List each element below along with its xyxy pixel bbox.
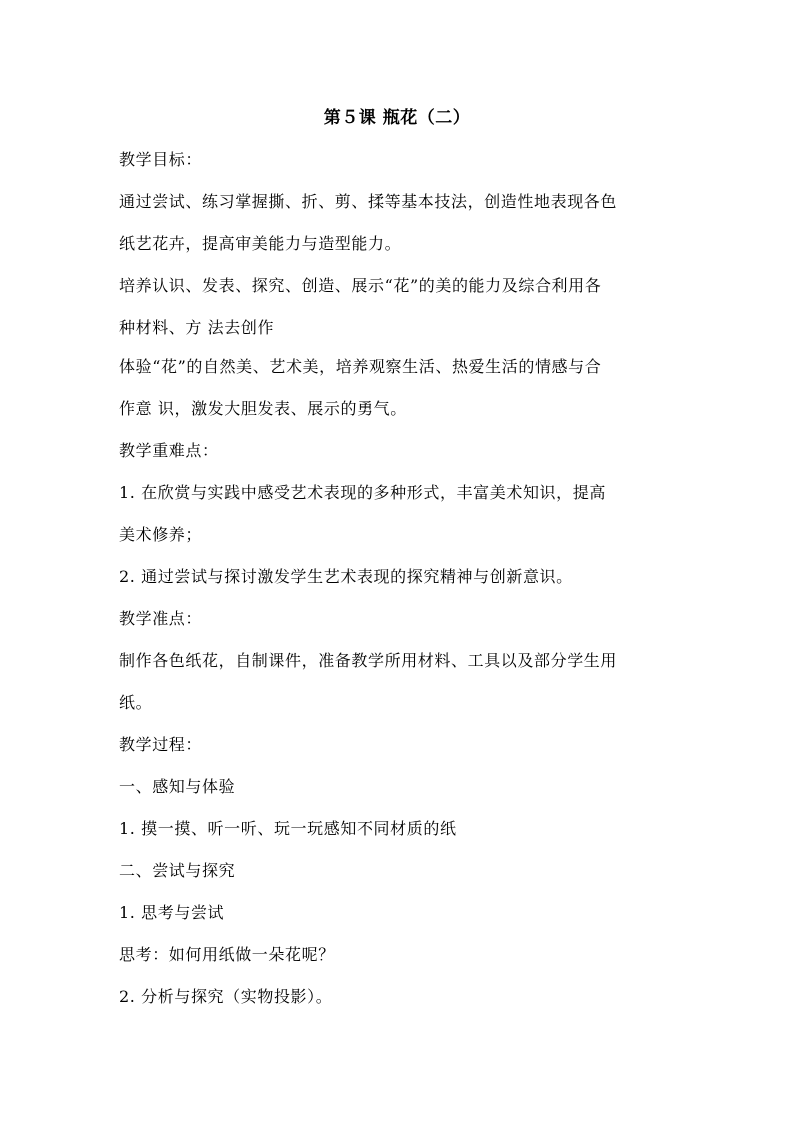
objective-1-line-2: 纸艺花卉，提高审美能力与造型能力。	[119, 234, 402, 253]
key-point-1-line-1: 1. 在欣赏与实践中感受艺术表现的多种形式，丰富美术知识，提高	[119, 483, 606, 502]
objective-3-line-1: 体验“花”的自然美、艺术美，培养观察生活、热爱生活的情感与合	[119, 357, 602, 376]
heading-teaching-objectives: 教学目标：	[119, 150, 203, 169]
lesson-title: 第５课 瓶花（二）	[323, 108, 471, 128]
heading-key-points: 教学重难点：	[119, 441, 219, 460]
heading-teaching-process: 教学过程：	[119, 735, 203, 754]
attempt-step-2: 2. 分析与探究（实物投影）。	[119, 987, 333, 1006]
key-point-2: 2. 通过尝试与探讨激发学生艺术表现的探究精神与创新意识。	[119, 567, 573, 586]
key-point-1-line-2: 美术修养；	[119, 525, 203, 544]
section-perception: 一、感知与体验	[119, 777, 236, 796]
preparation-line-1: 制作各色纸花，自制课件，准备教学所用材料、工具以及部分学生用	[119, 651, 618, 670]
heading-preparation: 教学准点：	[119, 609, 203, 628]
attempt-step-1: 1. 思考与尝试	[119, 903, 225, 922]
section-attempt-explore: 二、尝试与探究	[119, 861, 236, 880]
objective-2-line-2: 种材料、方 法去创作	[119, 318, 275, 337]
objective-3-line-2: 作意 识，激发大胆发表、展示的勇气。	[119, 399, 407, 418]
preparation-line-2: 纸。	[119, 693, 153, 712]
attempt-question: 思考：如何用纸做一朵花呢？	[119, 945, 335, 964]
objective-2-line-1: 培养认识、发表、探究、创造、展示“花”的美的能力及综合利用各	[119, 276, 602, 295]
objective-1-line-1: 通过尝试、练习掌握撕、折、剪、揉等基本技法，创造性地表现各色	[119, 192, 618, 211]
perception-step-1: 1. 摸一摸、听一听、玩一玩感知不同材质的纸	[119, 819, 457, 838]
